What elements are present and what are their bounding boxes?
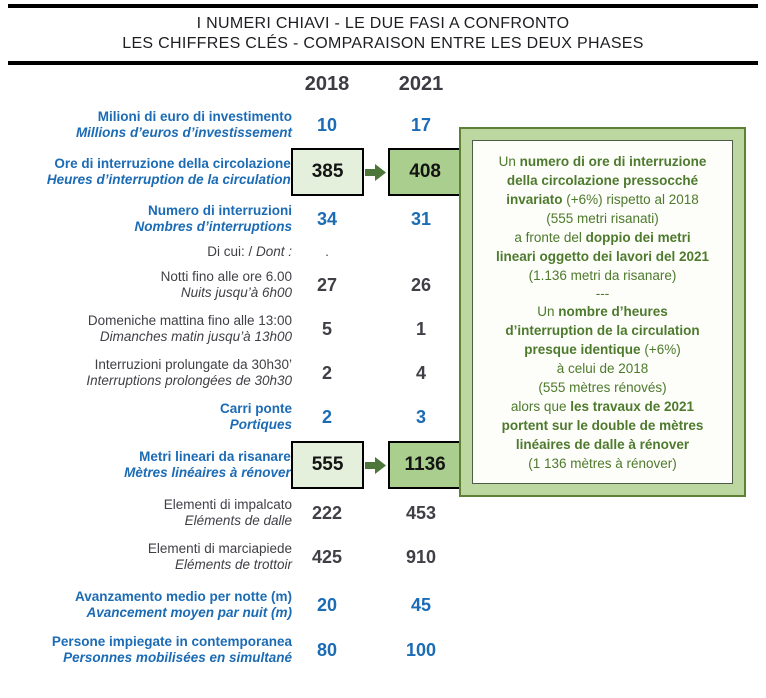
info-line: d’interruption de la circulation [505, 322, 700, 338]
row-label-it: Elementi di marciapiede [147, 541, 292, 556]
title-line-1: I NUMERI CHIAVI - LE DUE FASI A CONFRONTO [196, 15, 570, 32]
value-2021: 45 [410, 594, 432, 615]
value-2021: 1136 [388, 441, 462, 489]
value-2018: 2 [321, 406, 332, 427]
table-row [0, 496, 462, 530]
row-label-fr: Interruptions prolongées de 30h30 [86, 373, 292, 388]
table-row [0, 440, 462, 490]
arrow-right-icon [365, 163, 387, 182]
arrow-right-icon [365, 456, 387, 475]
row-label [0, 634, 292, 666]
value-2018: 555 [291, 441, 365, 489]
row-label-it: Interruzioni prolungate da 30h30’ [94, 357, 292, 372]
table-row [0, 588, 462, 622]
row-label-fr: Personnes mobilisées en simultané [63, 650, 292, 665]
info-line: alors que les travaux de 2021 [510, 398, 695, 414]
table-row [0, 147, 462, 197]
info-line: (1 136 mètres à rénover) [528, 455, 677, 471]
info-line: lineari oggetto dei lavori del 2021 [495, 248, 710, 264]
value-2018: 2 [321, 362, 332, 383]
title-banner [8, 4, 758, 65]
table-row [0, 202, 462, 236]
info-line: presque identique (+6%) [524, 341, 681, 357]
info-line: portent sur le double de mètres [501, 417, 704, 433]
row-label [0, 313, 292, 345]
section-row-di-cui [0, 243, 462, 259]
row-label [0, 401, 292, 433]
value-2021: 4 [415, 362, 426, 383]
value-2021: 31 [410, 208, 432, 229]
title-line-2: LES CHIFFRES CLÉS - COMPARAISON ENTRE LES DEUX PHASES [122, 35, 644, 52]
row-label [0, 269, 292, 301]
row-gap [364, 163, 388, 182]
row-label-it: Milioni di euro di investimento [97, 109, 292, 124]
section-dot: . [325, 243, 329, 259]
row-label-fr: Heures d’interruption de la circulation [46, 172, 291, 187]
column-header-2018: 2018 [304, 72, 350, 95]
value-2021: 910 [405, 546, 437, 567]
row-label-fr: Eléments de trottoir [174, 557, 292, 572]
row-label [0, 357, 292, 389]
value-2021: 1 [415, 318, 426, 339]
row-label-it: Elementi di impalcato [163, 497, 292, 512]
table-row [0, 356, 462, 390]
row-label [0, 449, 291, 481]
row-label [0, 203, 292, 235]
comparison-table [0, 70, 462, 667]
row-label-fr: Avancement moyen par nuit (m) [86, 605, 292, 620]
row-label-fr: Dimanches matin jusqu’à 13h00 [99, 329, 292, 344]
row-label-it: Notti fino alle ore 6.00 [160, 269, 292, 284]
row-label-it: Numero di interruzioni [147, 203, 292, 218]
value-2021: 453 [405, 502, 437, 523]
value-2018: 222 [311, 502, 343, 523]
value-2018: 20 [316, 594, 338, 615]
value-2021: 17 [410, 114, 432, 135]
value-2018: 27 [316, 274, 338, 295]
row-label-it: Persone impiegate in contemporanea [51, 634, 292, 649]
info-line: linéaires de dalle à rénover [515, 436, 690, 452]
info-panel-text [472, 140, 733, 484]
info-line: --- [595, 285, 610, 301]
value-2018: 80 [316, 639, 338, 660]
info-line: a fronte del doppio dei metri [514, 229, 691, 245]
info-line: à celui de 2018 [556, 360, 649, 376]
column-header-row [0, 70, 462, 98]
row-label-fr: Eléments de dalle [184, 513, 292, 528]
table-row [0, 268, 462, 302]
info-line: invariato (+6%) rispetto al 2018 [506, 191, 699, 207]
value-2021: 26 [410, 274, 432, 295]
column-header-2021: 2021 [398, 72, 444, 95]
row-label [0, 109, 292, 141]
row-label-fr: Portiques [229, 417, 292, 432]
info-line: (1.136 metri da risanare) [528, 267, 677, 283]
row-label-it: Metri lineari da risanare [139, 449, 291, 464]
table-row [0, 400, 462, 434]
value-2018: 5 [321, 318, 332, 339]
value-2021: 3 [415, 406, 426, 427]
row-label [0, 589, 292, 621]
info-line: della circolazione pressocché [506, 172, 699, 188]
row-label-it: Avanzamento medio per notte (m) [74, 589, 292, 604]
row-label-it: Ore di interruzione della circolazione [54, 156, 291, 171]
info-panel [459, 127, 746, 497]
row-label [0, 541, 292, 573]
value-2018: 10 [316, 114, 338, 135]
row-label-fr: Nuits jusqu’à 6h00 [180, 285, 292, 300]
row-gap [364, 456, 388, 475]
table-row [0, 633, 462, 667]
table-row [0, 312, 462, 346]
row-label [0, 156, 291, 188]
row-label-fr: Millions d’euros d’investissement [75, 125, 292, 140]
section-label: Di cui: / Dont : [207, 243, 292, 259]
info-line: (555 mètres rénovés) [538, 379, 667, 395]
value-2018: 34 [316, 208, 338, 229]
table-row [0, 540, 462, 574]
row-label-fr: Nombres d’interruptions [134, 219, 292, 234]
info-line: (555 metri risanati) [546, 210, 659, 226]
info-line: Un nombre d’heures [537, 303, 668, 319]
value-2018: 425 [311, 546, 343, 567]
value-2021: 408 [388, 148, 462, 196]
row-label-it: Carri ponte [219, 401, 292, 416]
row-label-it: Domeniche mattina fino alle 13:00 [87, 313, 292, 328]
row-label-fr: Mètres linéaires à rénover [124, 465, 291, 480]
info-line: Un numero di ore di interruzione [498, 153, 707, 169]
row-label [0, 497, 292, 529]
value-2021: 100 [405, 639, 437, 660]
table-row [0, 108, 462, 142]
value-2018: 385 [291, 148, 365, 196]
